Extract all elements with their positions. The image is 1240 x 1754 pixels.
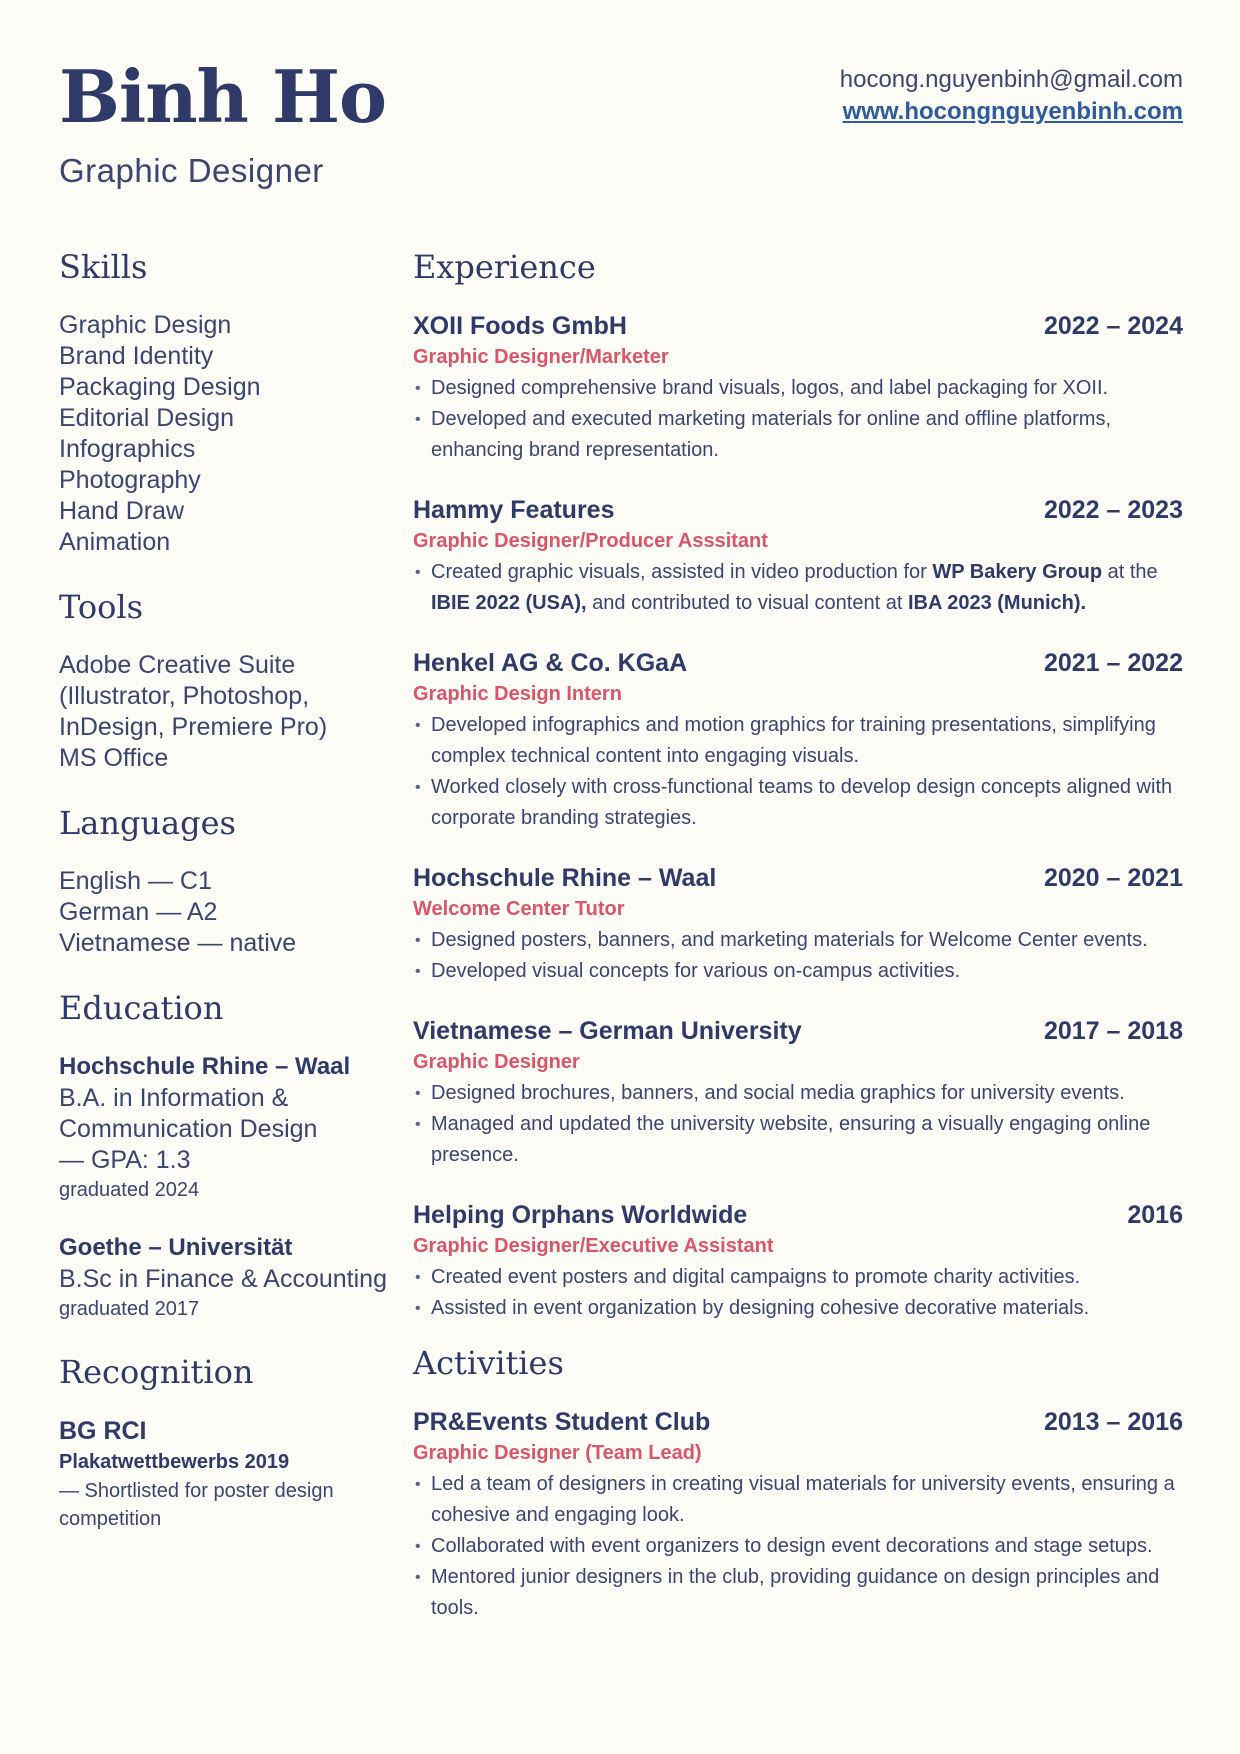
recognition-section: [59, 1351, 399, 1533]
job-dates: 2020 – 2021: [1043, 864, 1183, 892]
bullet-item: • Worked closely with cross-functional teams to develop design concepts aligned with corporate branding strategies.: [413, 772, 1183, 834]
job-position: Welcome Center Tutor: [413, 898, 625, 920]
skills-list: [59, 310, 399, 558]
recognition-org: BG RCI: [59, 1417, 147, 1445]
bullet-item: • Created event posters and digital campaigns to promote charity activities.: [413, 1262, 1183, 1293]
job-bullets: [413, 1262, 1183, 1324]
education-section: [59, 987, 399, 1323]
left-column: [59, 246, 399, 1561]
job-dates: 2022 – 2023: [1043, 496, 1183, 524]
job-bullets: [413, 710, 1183, 834]
bullet-item: • Designed brochures, banners, and social media graphics for university events.: [413, 1078, 1183, 1109]
languages-heading: Languages: [59, 804, 236, 842]
experience-list: [413, 310, 1183, 1324]
role-subtitle: Graphic Designer: [59, 152, 324, 189]
language-item: German — A2: [59, 898, 218, 926]
activities-section: [413, 1342, 1183, 1624]
school-name: Hochschule Rhine – Waal: [59, 1053, 351, 1080]
skills-heading: Skills: [59, 248, 148, 286]
job-dates: 2016: [1127, 1201, 1183, 1229]
tools-section: [59, 586, 399, 774]
skills-section: [59, 246, 399, 558]
bullet-item: • Designed posters, banners, and marketing materials for Welcome Center events.: [413, 925, 1183, 956]
skill-item: Infographics: [59, 435, 196, 463]
education-list: [59, 1051, 399, 1323]
degree-line: B.A. in Information &: [59, 1084, 289, 1112]
job-header: [413, 494, 1183, 526]
education-heading: Education: [59, 989, 224, 1027]
activity-entry: [413, 1406, 1183, 1624]
job-dates: 2021 – 2022: [1043, 649, 1183, 677]
job-position: Graphic Designer/Executive Assistant: [413, 1235, 774, 1257]
tools-heading: Tools: [59, 588, 144, 626]
language-item: Vietnamese — native: [59, 929, 297, 957]
skill-item: Editorial Design: [59, 404, 235, 432]
company-name: XOII Foods GmbH: [413, 312, 627, 340]
language-item: English — C1: [59, 867, 212, 895]
school-name: Goethe – Universität: [59, 1234, 293, 1261]
bullet-item: • Designed comprehensive brand visuals, logos, and label packaging for XOII.: [413, 373, 1183, 404]
skill-item: Packaging Design: [59, 373, 261, 401]
recognition-desc: competition: [59, 1508, 162, 1530]
skill-item: Animation: [59, 528, 171, 556]
job-dates: 2022 – 2024: [1043, 312, 1183, 340]
degree-line: B.Sc in Finance & Accounting: [59, 1265, 387, 1293]
bullet-text: and contributed to visual content at: [586, 592, 908, 614]
contact-block: [840, 64, 1183, 128]
languages-list: [59, 866, 399, 959]
education-entry: [59, 1051, 399, 1204]
job-header: [413, 1199, 1183, 1231]
tool-item: MS Office: [59, 744, 169, 772]
right-column: [413, 246, 1183, 1652]
graduated-text: graduated 2017: [59, 1298, 200, 1320]
bullet-item: • Developed and executed marketing materials for online and offline platforms, enhancing brand representation.: [413, 404, 1183, 466]
company-name: Henkel AG & Co. KGaA: [413, 649, 688, 677]
languages-section: [59, 802, 399, 959]
recognition-entry: [59, 1415, 399, 1533]
resume-header: [59, 52, 1183, 202]
job-position: Graphic Design Intern: [413, 683, 622, 705]
job-entry: [413, 494, 1183, 619]
tool-item: Adobe Creative Suite: [59, 651, 296, 679]
bullet-item: • Collaborated with event organizers to design event decorations and stage setups.: [413, 1531, 1183, 1562]
job-header: [413, 647, 1183, 679]
recognition-heading: Recognition: [59, 1353, 254, 1391]
skill-item: Photography: [59, 466, 201, 494]
company-name: Vietnamese – German University: [413, 1017, 802, 1045]
bullet-emphasis: IBIE 2022 (USA),: [431, 592, 587, 614]
degree-line: Communication Design: [59, 1115, 318, 1143]
job-header: [413, 1015, 1183, 1047]
skill-item: Hand Draw: [59, 497, 185, 525]
bullet-text: at the: [1102, 561, 1158, 583]
bullet-item: • Developed visual concepts for various on-campus activities.: [413, 956, 1183, 987]
job-bullets: [413, 925, 1183, 987]
company-name: Hammy Features: [413, 496, 615, 524]
bullet-item: • Developed infographics and motion graphics for training presentations, simplifying complex technical content into engaging visuals.: [413, 710, 1183, 772]
activity-org: PR&Events Student Club: [413, 1408, 711, 1436]
bullet-item: • Mentored junior designers in the club, providing guidance on design principles and tools.: [413, 1562, 1183, 1624]
company-name: Hochschule Rhine – Waal: [413, 864, 717, 892]
education-entry: [59, 1232, 399, 1323]
name-title: Binh Ho: [59, 54, 387, 139]
job-bullets: [413, 557, 1183, 619]
job-position: Graphic Designer/Marketer: [413, 346, 669, 368]
activity-bullets: [413, 1469, 1183, 1624]
tool-item: InDesign, Premiere Pro): [59, 713, 328, 741]
company-name: Helping Orphans Worldwide: [413, 1201, 748, 1229]
bullet-item: • Managed and updated the university website, ensuring a visually engaging online presence.: [413, 1109, 1183, 1171]
activity-header: [413, 1406, 1183, 1438]
email-text: hocong.nguyenbinh@gmail.com: [839, 66, 1183, 93]
job-header: [413, 310, 1183, 342]
job-entry: [413, 862, 1183, 987]
graduated-text: graduated 2024: [59, 1179, 200, 1201]
bullet-emphasis: IBA 2023 (Munich).: [907, 592, 1087, 614]
bullet-text: Created graphic visuals, assisted in video production for: [431, 561, 933, 583]
recognition-award: Plakatwettbewerbs 2019: [59, 1451, 290, 1473]
skill-item: Brand Identity: [59, 342, 214, 370]
job-header: [413, 862, 1183, 894]
job-position: Graphic Designer: [413, 1051, 580, 1073]
bullet-item: • Assisted in event organization by designing cohesive decorative materials.: [413, 1293, 1183, 1324]
website-link[interactable]: www.hocongnguyenbinh.com: [842, 98, 1183, 125]
bullet-item: • Led a team of designers in creating visual materials for university events, ensuring a cohesive and engaging look.: [413, 1469, 1183, 1531]
job-entry: [413, 1015, 1183, 1171]
job-bullets: [413, 373, 1183, 466]
tool-item: (Illustrator, Photoshop,: [59, 682, 310, 710]
bullet-emphasis: WP Bakery Group: [932, 561, 1103, 583]
job-bullets: [413, 1078, 1183, 1171]
skill-item: Graphic Design: [59, 311, 232, 339]
activity-dates: 2013 – 2016: [1043, 1408, 1183, 1436]
activity-position: Graphic Designer (Team Lead): [413, 1442, 702, 1464]
job-entry: [413, 310, 1183, 466]
job-entry: [413, 1199, 1183, 1324]
job-entry: [413, 647, 1183, 834]
bullet-item: [413, 557, 1183, 619]
activities-heading: Activities: [413, 1344, 564, 1382]
job-dates: 2017 – 2018: [1043, 1017, 1183, 1045]
recognition-desc: — Shortlisted for poster design: [59, 1480, 334, 1502]
degree-line: — GPA: 1.3: [59, 1146, 191, 1174]
experience-heading: Experience: [413, 248, 596, 286]
job-position: Graphic Designer/Producer Asssitant: [413, 530, 768, 552]
tools-list: [59, 650, 399, 774]
